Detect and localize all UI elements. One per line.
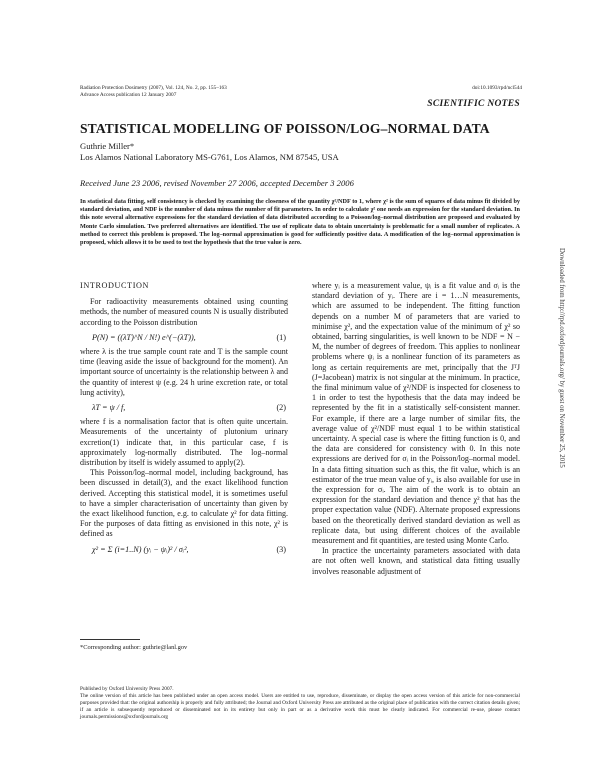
equation-1-body: P(N) = ((λT)^N / N!) e^(−(λT)),	[92, 332, 196, 342]
abstract: In statistical data fitting, self consistency is checked by examining the closeness of the quantity χ²/NDF to 1, where χ² is the sum of squares of data minus fit divided by standard deviation, and NDF is the number of data minus the number of fit parameters. In order to calculate χ² one needs an expression for the standard deviation. In this note several alternative expressions for the standard deviation of data distributed according to a Poisson/log–normal distribution are proposed and evaluated by Monte Carlo simulation. Two preferred alternatives are identified. The use of replicate data to obtain uncertainty is problematic for a small number of replicates. A method to correct this problem is proposed. The log–normal approximation is good for sufficiently positive data. A modification of the log–normal approximation is proposed, which allows it to be used to test the hypothesis that the true value is zero.	[80, 198, 520, 247]
footnote-divider	[80, 639, 140, 640]
affiliation: Los Alamos National Laboratory MS-G761, Los Alamos, NM 87545, USA	[80, 152, 339, 162]
doi[interactable]: doi:10.1093/rpd/ncl544	[472, 85, 522, 91]
equation-1	[80, 333, 288, 343]
publisher-block	[80, 686, 520, 721]
intro-paragraph-4: This Poisson/log–normal model, including background, has been discussed in detail(3), and the exact likelihood function derived. Accepting this statistical model, it is sometimes useful to have a simpler characterisation of uncertainty than given by the exact likelihood function, e.g. to calculate χ² for data fitting. For the purposes of data fitting as envisioned in this note, χ² is defined as	[80, 468, 288, 539]
received-dates: Received June 23 2006, revised November 27 2006, accepted December 3 2006	[80, 178, 354, 188]
journal-header	[80, 85, 340, 99]
intro-paragraph-1: For radioactivity measurements obtained using counting methods, the number of measured counts N is usually distributed according to the Poisson distribution	[80, 297, 288, 327]
section-heading-introduction: INTRODUCTION	[80, 281, 150, 290]
left-column	[80, 281, 288, 559]
section-label: SCIENTIFIC NOTES	[427, 99, 520, 109]
right-column	[312, 281, 520, 577]
download-watermark	[555, 248, 569, 538]
license-text: The online version of this article has been published under an open access model. Users are entitled to use, reproduce, disseminate, or display the open access version of this article for non-commercial purposes provided that: the original authorship is properly and fully attributed; the Journal and Oxford University Press are attributed as the original place of publication with the correct citation details given; if an article is subsequently reproduced or disseminated not in its entirety but only in part or as a derivative work this must be clearly indicated. For commercial re-use, please contact journals.permissions@oxfordjournals.org	[80, 693, 520, 720]
paper-title: STATISTICAL MODELLING OF POISSON/LOG–NORMAL DATA	[80, 121, 490, 136]
publisher-line: Published by Oxford University Press 2007.	[80, 686, 174, 692]
advance-access-line: Advance Access publication 12 January 2007	[80, 92, 177, 98]
author: Guthrie Miller*	[80, 141, 135, 151]
right-paragraph-2: In practice the uncertainty parameters associated with data are not often well known, and statistical data fitting usually involves reasonable adjustment of	[312, 546, 520, 576]
intro-paragraph-3: where f is a normalisation factor that is often quite uncertain. Measurements of the uncertainty of plutonium urinary excretion(1) indicate that, in this particular case, f is approximately log-normally distributed. The log–normal distribution by itself is widely assumed to apply(2).	[80, 417, 288, 468]
equation-2	[80, 403, 288, 413]
equation-3-body: χ² = Σ (i=1..N) (yᵢ − ψᵢ)² / σᵢ²,	[92, 544, 189, 554]
equation-2-body: λT = ψ / f,	[92, 403, 126, 413]
corresponding-author-footnote: *Corresponding author: guthrie@lanl.gov	[80, 644, 188, 651]
right-paragraph-1: where yᵢ is a measurement value, ψᵢ is a fit value and σᵢ is the standard deviation of yᵢ. There are i = 1…N measurements, which are assumed to be independent. The fitting function depends on a number M of parameters that are varied to minimise χ², and the expectation value of the minimum of χ² so obtained, barring singularities, is well known to be NDF = N − M, the number of degrees of freedom. This applies to nonlinear problems where ψᵢ is a nonlinear function of its parameters as long as certain requirements are met, principally that the JᵀJ (J=Jacobean) matrix is not singular at the minimum. In practice, the final minimum value of χ²/NDF is inspected for closeness to 1 in order to test the hypothesis that the data may indeed be represented by the fit in a statistically self-consistent manner. For example, if there are a large number of similar fits, the average value of χ²/NDF must equal 1 to be within statistical uncertainty. A special case is where the fitting function is 0, and the data are considered for consistency with 0. In this note expressions are derived for σᵢ in the Poisson/log–normal model. In a data fitting situation such as this, the fit value, which is an estimator of the true mean value of yᵢ, is also available for use in the expression for σᵢ. The aim of the work is to obtain an expression for the standard deviation and thence χ² that has the proper expectation value (NDF). Alternate proposed expressions based on the theoretically derived standard deviation as well as replicate data, but using different choices of the available measurement and fit quantities, are tested using Monte Carlo.	[312, 281, 520, 546]
download-watermark-text[interactable]: Downloaded from http://rpd.oxfordjournals.org/ by guest on November 25, 2015	[558, 248, 565, 468]
intro-paragraph-2: where λ is the true sample count rate and T is the sample count time (leaving aside the issue of background for the moment). An important source of uncertainty is the relationship between λ and the quantity of interest ψ (e.g. 24 h urine excretion rate, or total lung activity),	[80, 347, 288, 397]
equation-3	[80, 545, 288, 555]
equation-1-number: (1)	[276, 332, 286, 342]
journal-citation: Radiation Protection Dosimetry (2007), Vol. 124, No. 2, pp. 155–163	[80, 85, 227, 91]
equation-2-number: (2)	[276, 403, 286, 413]
equation-3-number: (3)	[276, 544, 286, 554]
